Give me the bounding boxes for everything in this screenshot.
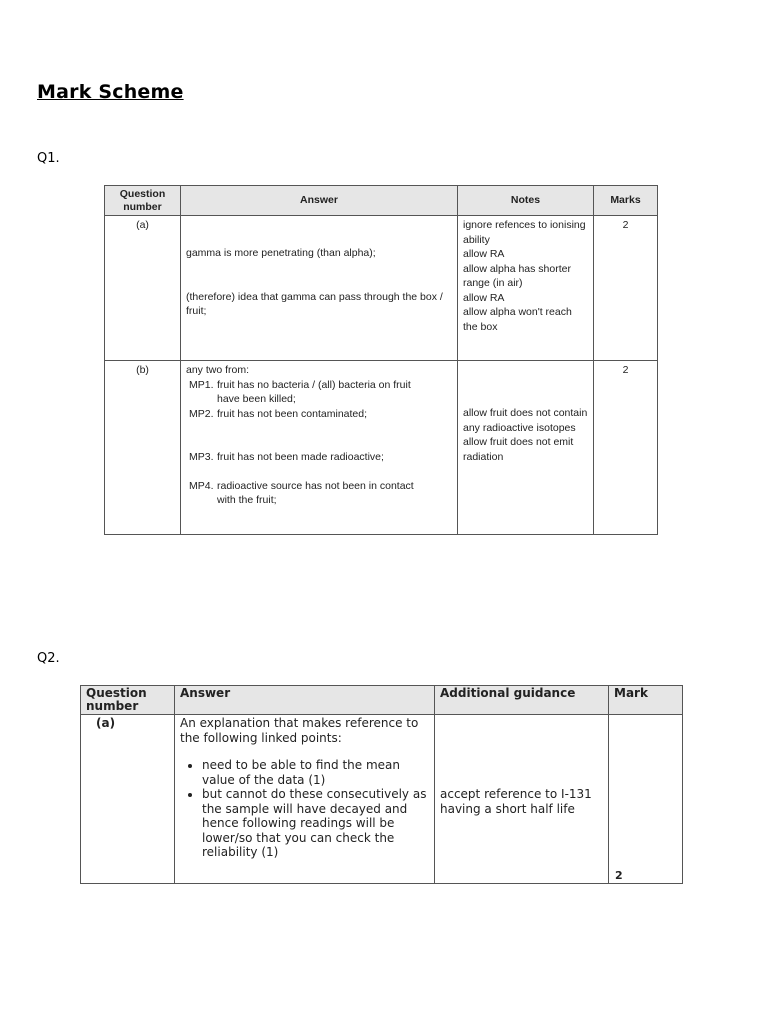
q1-b-point-3-number: MP3. [189,451,214,463]
q1-a-note-2: allow RA [463,248,505,260]
q1-header-row [105,186,658,216]
q1-b-point-3-text: fruit has not been made radioactive; [217,451,384,463]
q2-header-guidance: Additional guidance [435,686,609,715]
q1-b-point-2-number: MP2. [189,407,214,420]
q1-a-note-3: allow alpha has shorter range (in air) [463,262,571,289]
q2-a-bullet-2: • but cannot do these consecutively as the sample will have decayed and hence following readings will be lower/so that you can check the reliability (1) [202,787,429,860]
q1-b-point-4 [186,479,452,494]
q1-b-point-4-text: radioactive source has not been in contact [217,479,414,492]
question-2-label: Q2. [37,651,60,666]
q1-a-answer-line-2: (therefore) idea that gamma can pass through the box / fruit; [186,290,443,317]
q2-mark-table [80,685,683,884]
q1-header-marks: Marks [594,186,658,216]
q2-row-a-mark-cell [609,715,683,884]
q2-header-answer: Answer [175,686,435,715]
q2-row-a-question: (a) [81,715,175,884]
q2-a-guidance-text: accept reference to I-131 having a short half life [440,787,592,816]
q1-mark-table [104,185,658,535]
q1-row-b-answer [181,361,458,535]
q1-row-a [105,216,658,361]
q1-a-answer-line-1: gamma is more penetrating (than alpha); [186,247,376,259]
q1-b-point-3 [186,450,452,465]
q1-a-note-1: ignore refences to ionising ability [463,219,586,246]
q1-b-point-4-number: MP4. [189,479,214,492]
q1-b-point-2-text: fruit has not been contaminated; [217,407,368,420]
q1-b-note-1: allow fruit does not contain any radioactive isotopes [463,407,588,434]
q1-b-intro: any two from: [186,364,250,376]
q1-a-note-4: allow RA [463,291,505,304]
q1-row-a-answer [181,216,458,361]
q2-a-bullet-list [180,758,429,860]
q1-row-b-notes [458,361,594,535]
q2-row-a-answer [175,715,435,884]
q1-row-b-question: (b) [105,361,181,535]
q2-row-a-guidance [435,715,609,884]
q1-b-point-4-cont: with the fruit; [217,494,277,506]
q2-row-a-mark: 2 [615,868,623,882]
q1-b-point-2 [186,407,452,422]
q1-row-a-marks: 2 [594,216,658,361]
q1-b-point-1-cont: have been killed; [217,393,296,405]
q1-b-point-1 [186,378,452,393]
q2-header-mark: Mark [609,686,683,715]
q1-header-question: Question number [105,186,181,216]
q1-b-point-1-text: fruit has no bacteria / (all) bacteria on fruit [217,378,411,391]
q2-a-bullet-1: • need to be able to find the mean value of the data (1) [202,758,429,787]
q1-b-note-2: allow fruit does not emit radiation [463,436,574,463]
q1-row-b [105,361,658,535]
q2-header-row [81,686,683,715]
q1-row-a-notes [458,216,594,361]
page-title: Mark Scheme [37,81,184,103]
q1-row-b-marks: 2 [594,361,658,535]
q1-a-note-5: allow alpha won't reach the box [463,306,572,333]
q1-header-answer: Answer [181,186,458,216]
q2-header-question: Question number [81,686,175,715]
question-1-label: Q1. [37,151,60,166]
q1-b-point-1-number: MP1. [189,378,214,391]
q2-a-intro: An explanation that makes reference to the following linked points: [180,716,419,745]
q2-row-a [81,715,683,884]
q1-row-a-question: (a) [105,216,181,361]
q1-header-notes: Notes [458,186,594,216]
